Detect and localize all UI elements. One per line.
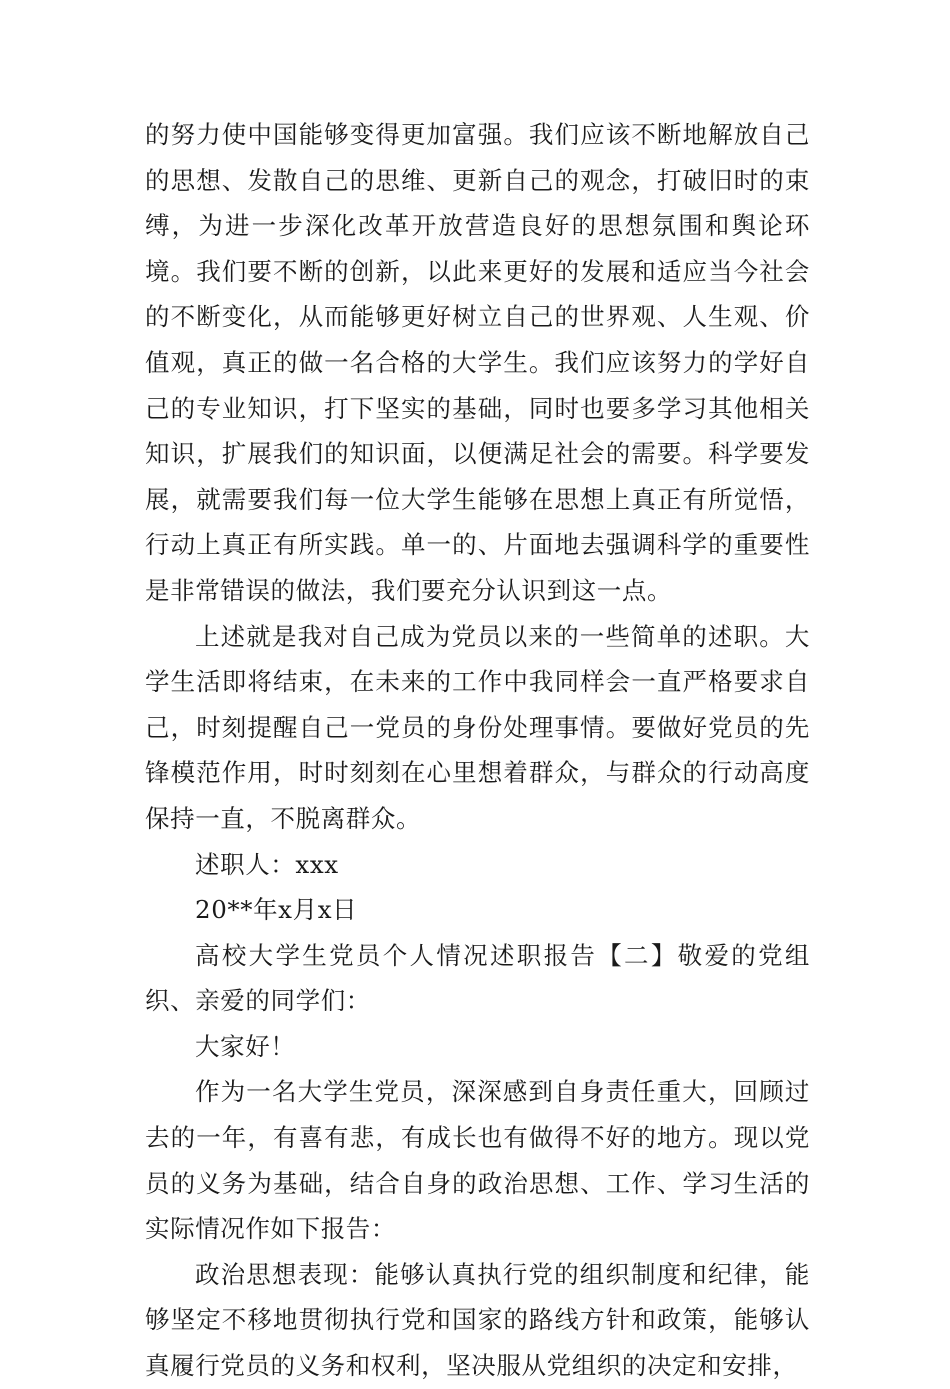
paragraph-1: 的努力使中国能够变得更加富强。我们应该不断地解放自己的思想、发散自己的思维、更新自己的观念，打破旧时的束缚，为进一步深化改革开放营造良好的思想氛围和舆论环境。我们要不断的创新，以此来更好的发展和适应当今社会的不断变化，从而能够更好树立自己的世界观、人生观、价值观，真正的做一名合格的大学生。我们应该努力的学好自己的专业知识，打下坚实的基础，同时也要多学习其他相关知识，扩展我们的知识面，以便满足社会的需要。科学要发展，就需要我们每一位大学生能够在思想上真正有所觉悟，行动上真正有所实践。单一的、片面地去强调科学的重要性是非常错误的做法，我们要充分认识到这一点。 bbox=[145, 120, 810, 605]
date-line: 20**年x月x日 bbox=[195, 895, 358, 925]
report-two-heading: 高校大学生党员个人情况述职报告【二】敬爱的党组织、亲爱的同学们： bbox=[145, 940, 810, 1016]
signature-line: 述职人：xxx bbox=[195, 849, 339, 879]
paragraph-intro: 作为一名大学生党员，深深感到自身责任重大，回顾过去的一年，有喜有悲，有成长也有做得不好的地方。现以党员的义务为基础，结合自身的政治思想、工作、学习生活的实际情况作如下报告： bbox=[145, 1077, 810, 1244]
paragraph-political: 政治思想表现：能够认真执行党的组织制度和纪律，能够坚定不移地贯彻执行党和国家的路线方针和政策，能够认真履行党员的义务和权利，坚决服从党组织的决定和安排， bbox=[145, 1259, 810, 1381]
paragraph-2: 上述就是我对自己成为党员以来的一些简单的述职。大学生活即将结束，在未来的工作中我同样会一直严格要求自己，时刻提醒自己一党员的身份处理事情。要做好党员的先锋模范作用，时时刻刻在心里想着群众，与群众的行动高度保持一直，不脱离群众。 bbox=[145, 621, 810, 833]
greeting: 大家好！ bbox=[195, 1031, 296, 1061]
document-page bbox=[145, 112, 810, 1389]
